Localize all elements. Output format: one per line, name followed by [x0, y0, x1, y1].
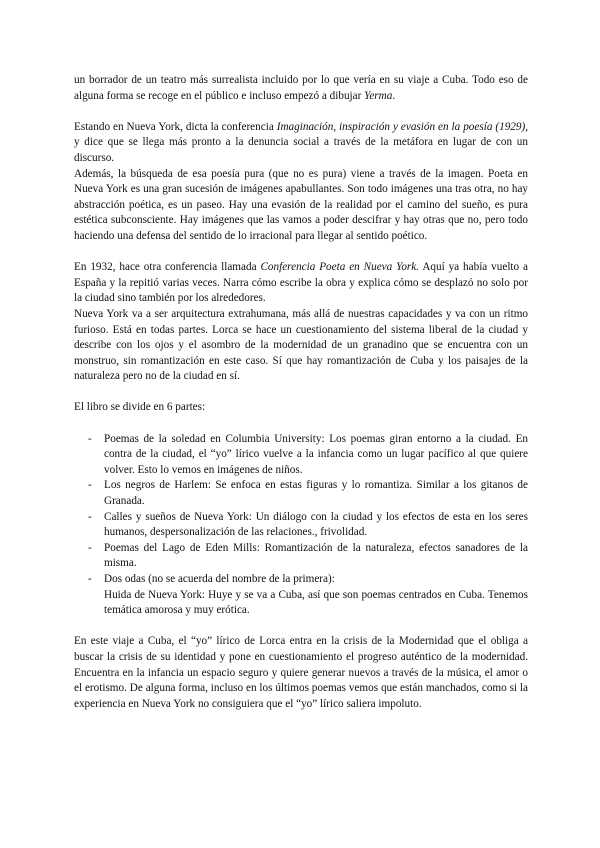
document-body [74, 73, 528, 712]
list-item-text: Poemas de la soledad en Columbia University: Los poemas giran entorno a la ciudad. En contra de la ciudad, el “yo” lírico vuelve a la infancia como un lugar pacífico al que quiere volver. Esto lo vemos en imágenes de niños. [104, 432, 528, 476]
list-item-text: Dos odas (no se acuerda del nombre de la primera): [104, 573, 335, 585]
paragraph-1-end: . [392, 89, 396, 102]
paragraph-6: El libro se divide en 6 partes: [74, 401, 206, 414]
conference-title-1: Imaginación, inspiración y evasión en la poesía (1929), [276, 120, 528, 133]
list-dash: - [88, 510, 92, 523]
list-item [74, 572, 528, 619]
list-item [74, 432, 528, 479]
paragraph-7: En este viaje a Cuba, el “yo” lírico de Lorca entra en la crisis de la Modernidad que el obliga a buscar la crisis de su identidad y pone en cuestionamiento el progreso auténtico de la modernidad. Encuentra en la infancia un espacio seguro y quiere generar nuevos a través de la música, el amor o el erotismo. De alguna forma, incluso en los últimos poemas vemos que están manchados, como si la experiencia en Nueva York no consiguiera que el “yo” lírico saliera impoluto. [74, 635, 528, 710]
paragraph-2-end: y dice que se llega más pronto a la denuncia social a través de la metáfora en lugar de con un discurso. [74, 136, 528, 164]
list-dash: - [88, 479, 92, 492]
list-item [74, 478, 528, 509]
list-item-subtext: Huida de Nueva York: Huye y se va a Cuba, así que son poemas centrados en Cuba. Tenemos temática amorosa y muy erótica. [104, 588, 528, 617]
paragraph-4 [74, 260, 528, 307]
paragraph-4-end: Aquí ya había vuelto a España y la repitió varias veces. Narra cómo escribe la obra y explica cómo se desplazó no solo por la ciudad sino también por los alrededores. [74, 261, 528, 305]
paragraph-4-text: En 1932, hace otra conferencia llamada [74, 261, 261, 274]
paragraph-5: Nueva York va a ser arquitectura extrahumana, más allá de nuestras capacidades y va con un ritmo furioso. Está en todas partes. Lorca se hace un cuestionamiento del sistema liberal de la ciudad y describe con los ojos y el asombro de la modernidad de un granadino que se encuentra con un monstruo, sin romantización en este caso. Sí que hay romantización de Cuba y los paisajes de la naturaleza pero no de la ciudad en sí. [74, 307, 528, 383]
list-item-text: Poemas del Lago de Eden Mills: Romantización de la naturaleza, efectos sanadores de la misma. [104, 541, 528, 570]
list-dash: - [88, 541, 92, 554]
book-parts-list [74, 432, 528, 619]
paragraph-2 [74, 120, 528, 167]
paragraph-1 [74, 73, 528, 104]
list-item-text: Los negros de Harlem: Se enfoca en estas figuras y lo romantiza. Similar a los gitanos de Granada. [104, 479, 528, 508]
list-item-text: Calles y sueños de Nueva York: Un diálogo con la ciudad y los efectos de esta en los seres humanos, despersonalización de las relaciones., frivolidad. [104, 510, 528, 539]
conference-title-2: Conferencia Poeta en Nueva York. [260, 261, 420, 274]
list-item [74, 510, 528, 541]
paragraph-2-text: Estando en Nueva York, dicta la conferencia [74, 120, 277, 133]
list-item [74, 541, 528, 572]
list-dash: - [88, 432, 92, 445]
list-dash: - [88, 573, 92, 585]
paragraph-1-text: un borrador de un teatro más surrealista incluido por lo que vería en su viaje a Cuba. Todo eso de alguna forma se recoge en el público e incluso empezó a dibujar [74, 74, 528, 102]
yerma-title: Yerma [364, 89, 393, 102]
paragraph-3: Además, la búsqueda de esa poesía pura (que no es pura) viene a través de la imagen. Poeta en Nueva York es una gran sucesión de imágenes apabullantes. Son todo imágenes una tras otra, no hay abstracción poética, es un paseo. Hay una evasión de la realidad por el camino del sueño, es pura estética subconsciente. Hay imágenes que las vamos a poder descifrar y hay otras que no, pero todo haciendo una defensa del sentido de lo irracional para llegar al sentido poético. [74, 167, 528, 242]
